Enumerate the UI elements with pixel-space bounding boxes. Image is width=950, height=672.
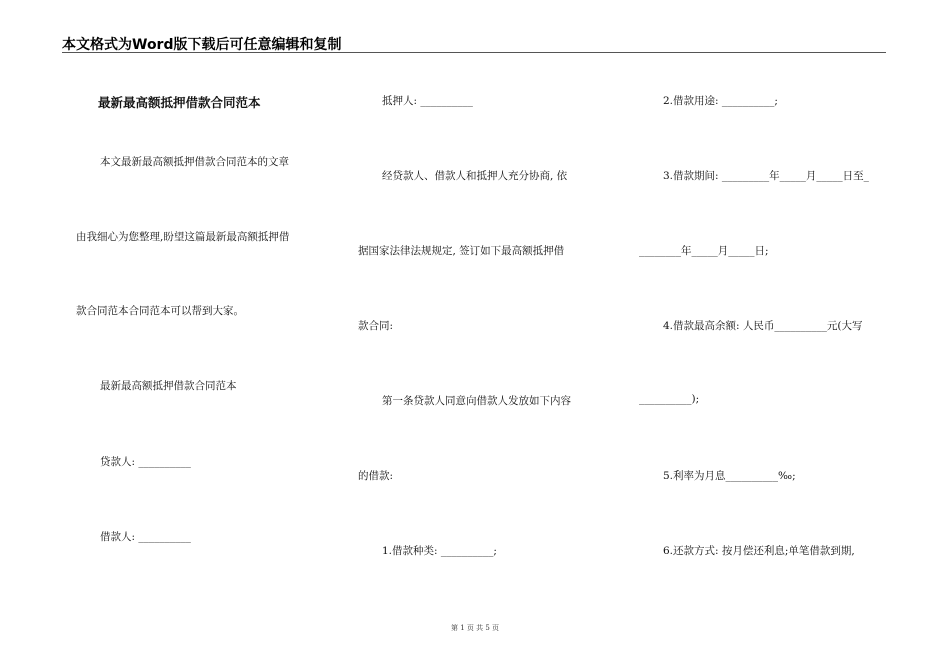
paragraph-line-3: 款合同: [358,320,394,332]
article-1-line-1: 第一条贷款人同意向借款人发放如下内容 [382,395,571,407]
lender-field: 贷款人: __________ [100,456,191,468]
intro-line-2: 由我细心为您整理,盼望这篇最新最高额抵押借 [76,231,290,243]
intro-line-3: 款合同范本合同范本可以帮到大家。 [76,305,244,317]
loan-period-line-2: ________年_____月_____日; [639,245,769,257]
document-title: 最新最高额抵押借款合同范本 [98,95,261,110]
page-number: 第 1 页 共 5 页 [450,624,500,632]
contract-subtitle: 最新最高额抵押借款合同范本 [100,380,237,392]
header-divider [62,52,886,53]
repayment-method-item: 6.还款方式: 按月偿还利息;单笔借款到期, [663,545,855,557]
paragraph-line-1: 经贷款人、借款人和抵押人充分协商, 依 [382,170,568,182]
loan-purpose-item: 2.借款用途: __________; [663,95,778,107]
paragraph-line-2: 据国家法律法规规定, 签订如下最高额抵押借 [358,245,565,257]
interest-rate-item: 5.利率为月息__________‰; [663,470,796,482]
intro-line-1: 本文最新最高额抵押借款合同范本的文章 [100,156,289,168]
max-balance-line-1: 4.借款最高余额: 人民币__________元(大写 [663,320,863,332]
loan-type-item: 1.借款种类: __________; [382,545,497,557]
max-balance-line-2: __________); [639,393,700,405]
article-1-line-2: 的借款: [358,470,394,482]
borrower-field: 借款人: __________ [100,531,191,543]
document-header: 本文格式为Word版下载后可任意编辑和复制 [62,37,342,53]
loan-period-line-1: 3.借款期间: _________年_____月_____日至_ [663,170,869,182]
mortgagor-field: 抵押人: __________ [382,95,473,107]
